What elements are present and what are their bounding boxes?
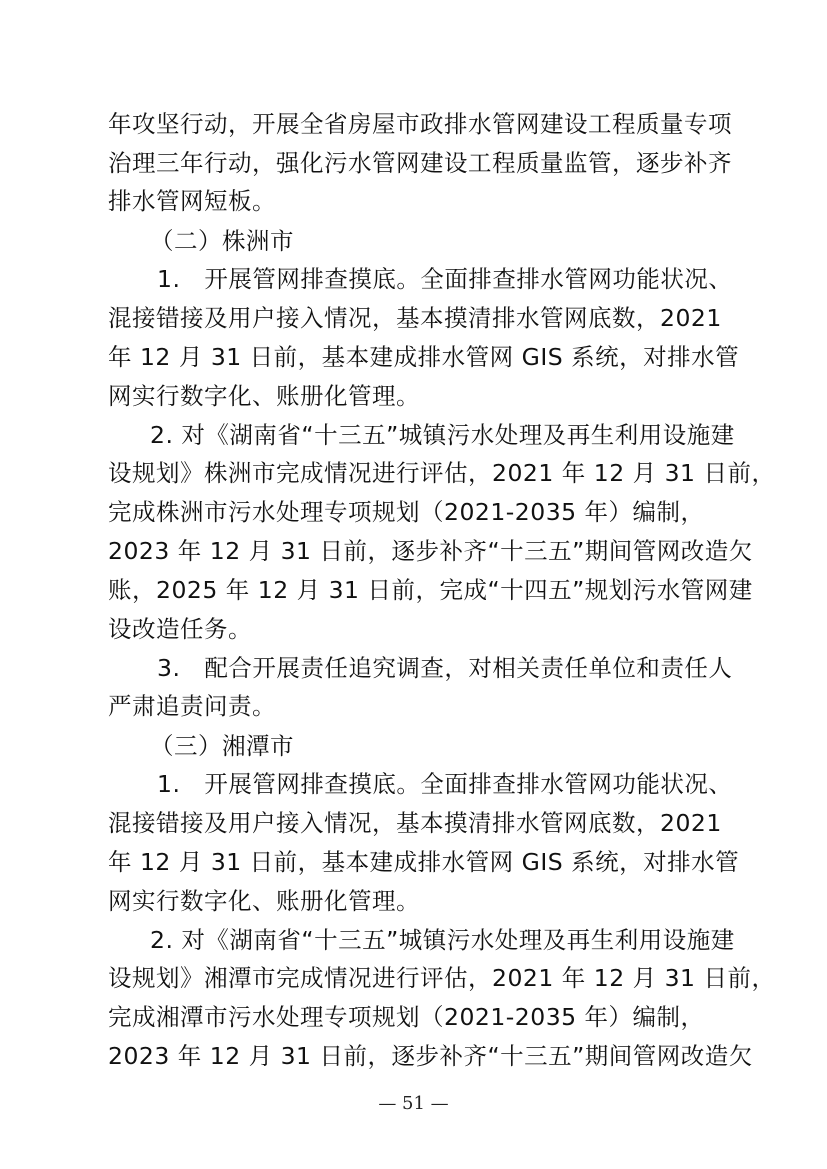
- body-line: 设规划》湘潭市完成情况进行评估，2021 年 12 月 31 日前，: [108, 964, 776, 992]
- body-line: 混接错接及用户接入情况，基本摸清排水管网底数，2021: [108, 304, 722, 332]
- body-line: 2. 对《湖南省“十三五”城镇污水处理及再生利用设施建: [150, 421, 735, 449]
- body-line: 设改造任务。: [108, 615, 252, 643]
- body-line: 年 12 月 31 日前，基本建成排水管网 GIS 系统，对排水管: [108, 848, 740, 876]
- body-line: 严肃追责问责。: [108, 692, 276, 720]
- body-line: 1. 开展管网排查摸底。全面排查排水管网功能状况、: [157, 265, 733, 293]
- body-line: 账，2025 年 12 月 31 日前，完成“十四五”规划污水管网建: [108, 576, 753, 604]
- body-line: 3. 配合开展责任追究调查，对相关责任单位和责任人: [157, 654, 733, 682]
- body-line: 2023 年 12 月 31 日前，逐步补齐“十三五”期间管网改造欠: [108, 537, 753, 565]
- body-line: 排水管网短板。: [108, 187, 276, 215]
- body-line: 年攻坚行动，开展全省房屋市政排水管网建设工程质量专项: [108, 110, 732, 138]
- body-line: 网实行数字化、账册化管理。: [108, 887, 420, 915]
- body-line: 年 12 月 31 日前，基本建成排水管网 GIS 系统，对排水管: [108, 343, 740, 371]
- body-line: 完成株洲市污水处理专项规划（2021-2035 年）编制，: [108, 498, 705, 526]
- body-line: 2023 年 12 月 31 日前，逐步补齐“十三五”期间管网改造欠: [108, 1042, 753, 1070]
- page-number: — 51 —: [378, 1093, 449, 1114]
- body-line: 1. 开展管网排查摸底。全面排查排水管网功能状况、: [157, 770, 733, 798]
- body-line: 网实行数字化、账册化管理。: [108, 382, 420, 410]
- section-heading: （三）湘潭市: [150, 732, 294, 760]
- body-line: 混接错接及用户接入情况，基本摸清排水管网底数，2021: [108, 809, 722, 837]
- body-line: 设规划》株洲市完成情况进行评估，2021 年 12 月 31 日前，: [108, 459, 776, 487]
- body-line: 完成湘潭市污水处理专项规划（2021-2035 年）编制，: [108, 1003, 705, 1031]
- section-heading: （二）株洲市: [150, 227, 294, 255]
- body-line: 治理三年行动，强化污水管网建设工程质量监管，逐步补齐: [108, 149, 732, 177]
- body-line: 2. 对《湖南省“十三五”城镇污水处理及再生利用设施建: [150, 926, 735, 954]
